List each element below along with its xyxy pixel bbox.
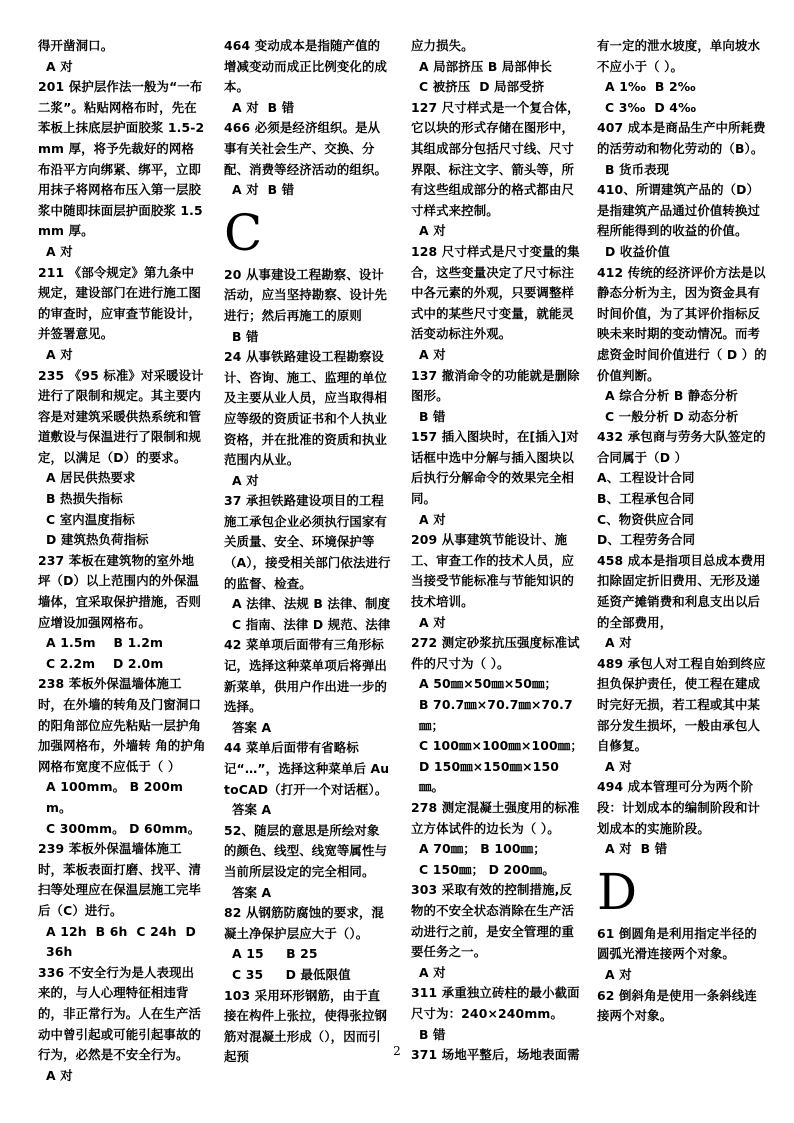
column-2-bottom (224, 265, 392, 1068)
text-line: 464 变动成本是指随产值的增减变动而成正比例变化的成本。 (224, 38, 388, 95)
text-line: A 对 (605, 966, 632, 982)
text-line: A 对 (232, 472, 259, 488)
text-line: 44 菜单后面带有省略标记“…”，选择这种菜单后 AutoCAD（打开一个对话框）。 (224, 740, 390, 797)
text-line: B 热损失指标 (46, 491, 123, 507)
text-line: 得开凿洞口。 (38, 38, 114, 53)
text-line: 答案 A (232, 719, 272, 735)
text-line: A 对 (419, 614, 446, 630)
text-line: A 对 B 错 (605, 841, 668, 857)
text-line: A 1‰ B 2‰ (605, 79, 696, 95)
text-line: B 货币表现 (605, 161, 670, 177)
text-line: A 对 B 错 (232, 99, 295, 115)
text-line: C、物资供应合同 (597, 511, 695, 527)
text-line: C 2.2m D 2.0m (46, 655, 164, 671)
text-line: A 居民供热要求 (46, 470, 136, 486)
text-line: B 错 (232, 328, 259, 344)
text-line: 432 承包商与劳务大队签定的合同属于（D ） (597, 429, 766, 465)
text-line: B 70.7㎜×70.7㎜×70.7㎜； (419, 697, 573, 733)
text-line: 应力损失。 (411, 38, 474, 53)
text-line: A 对 (419, 511, 446, 527)
text-line: 137 撤消命令的功能就是删除图形。 (411, 367, 580, 404)
text-line: 489 承包人对工程自始到终应担负保护责任，使工程在建成时完好无损，若工程或其中某部分发生损坏，一般由承包人自修复。 (597, 655, 766, 754)
text-line: A 对 (46, 58, 73, 74)
text-line: C 150㎜； D 200㎜。 (419, 861, 555, 877)
text-line: 466 必须是经济组织。是从事有关社会生产、交换、分配、消费等经济活动的组织。 (224, 120, 388, 177)
text-line: A 对 (46, 243, 73, 259)
text-line: C 35 D 最低限值 (232, 966, 351, 982)
text-line: 答案 A (232, 802, 272, 818)
text-line: 371 场地平整后，场地表面需 (411, 1047, 580, 1063)
text-line: A 70㎜； B 100㎜； (419, 841, 546, 857)
column-4-bottom (597, 924, 767, 1027)
text-line: C 室内温度指标 (46, 511, 135, 527)
text-line: 82 从钢筋防腐蚀的要求，混凝土净保护层应大于（）。 (224, 905, 384, 941)
text-line: A 对 (419, 346, 446, 362)
page-number: 2 (393, 1044, 401, 1058)
column-4-top (597, 36, 767, 860)
text-line: A 对 (419, 964, 446, 980)
text-line: 303 采取有效的控制措施,反物的不安全状态消除在生产活动进行之前，是安全管理的重要任务之一。 (411, 882, 575, 960)
section-letter-c: C (224, 203, 263, 262)
text-line: 237 苯板在建筑物的室外地坪（D）以上范围内的外保温墙体，宜采取保护措施，否则应增设加强网格布。 (38, 552, 202, 630)
text-line: C 一般分析 D 动态分析 (605, 408, 739, 424)
text-line: 239 苯板外保温墙体施工时，苯板表面打磨、找平、清扫等处理应在保温层施工完毕后（C）进行。 (38, 841, 202, 918)
text-line: A 对 B 错 (232, 182, 295, 198)
text-line: A、工程设计合同 (597, 470, 695, 486)
text-line: 211 《部令规定》第九条中规定，建设部门在进行施工图的审查时，应审查节能设计，并签署意见。 (38, 264, 202, 342)
text-line: 336 不安全行为是人表现出来的，与人心理特征相违背的，非正常行为。人在生产活动中曾引起或可能引起事故的行为，必然是不安全行为。 (38, 964, 202, 1063)
text-line: 201 保护层作法一般为“一布二浆”。粘贴网格布时，先在苯板上抹底层护面胶浆 1.5-2mm 厚，将予先裁好的网格布沿平方向绑紧、绑平，立即用抹子将网格布压入第一层胶浆中随即抹面层护面胶浆 1.5mm 厚。 (38, 79, 205, 239)
text-line: 20 从事建设工程勘察、设计活动，应当坚持勘察、设计先进行；然后再施工的原则 (224, 266, 388, 323)
text-line: C 100㎜×100㎜×100㎜； (419, 738, 583, 754)
text-line: A 对 (46, 346, 73, 362)
text-line: 答案 A (232, 884, 272, 900)
text-line: A 对 (605, 758, 632, 774)
text-line: A 对 (419, 223, 446, 239)
text-line: 458 成本是指项目总成本费用扣除固定折旧费用、无形及递延资产摊销费和利息支出以后的全部费用， (597, 552, 766, 630)
text-line: C 被挤压 D 局部受挤 (419, 79, 545, 95)
text-line: A 1.5m B 1.2m (46, 635, 164, 651)
text-line: 412 传统的经济评价方法是以静态分析为主，因为资金具有时间价值，为了其评价指标反映未来时期的变动情况。而考虑资金时间价值进行（ D ）的价值判断。 (597, 264, 767, 383)
text-line: A 15 B 25 (232, 946, 318, 962)
text-line: 有一定的泄水坡度，单向坡水不应小于（ ）。 (597, 38, 761, 74)
text-line: D 建筑热负荷指标 (46, 532, 149, 548)
text-line: A 对 (605, 635, 632, 651)
text-line: 278 测定混凝土强度用的标准立方体试件的边长为（ ）。 (411, 799, 580, 836)
text-line: A 局部挤压 B 局部伸长 (419, 58, 553, 74)
text-line: 235 《95 标准》对采暖设计进行了限制和规定。其主要内容是对建筑采暖供热系统和管道敷设与保温进行了限制和规定，以满足（D）的要求。 (38, 367, 204, 465)
text-line: 42 菜单项后面带有三角形标记，选择这种菜单项后将弹出新菜单，供用户作出进一步的选择。 (224, 637, 388, 715)
column-4 (597, 36, 767, 1027)
text-line: B 错 (419, 408, 446, 424)
column-2-top (224, 36, 392, 201)
text-line: A 12h B 6h C 24h D 36h (46, 923, 201, 960)
text-line: C 指南、法律 D 规范、法律 (232, 616, 391, 632)
text-line: A 综合分析 B 静态分析 (605, 388, 739, 404)
text-line: 410、所谓建筑产品的（D）是指建筑产品通过价值转换过程所能得到的收益的价值。 (597, 182, 761, 239)
text-line: C 300mm。 D 60mm。 (46, 820, 201, 836)
text-line: D 150㎜×150㎜×150㎜。 (419, 758, 559, 795)
text-line: 494 成本管理可分为两个阶段：计划成本的编制阶段和计划成本的实施阶段。 (597, 779, 761, 836)
text-line: D 收益价值 (605, 243, 671, 259)
column-1 (38, 36, 206, 1086)
text-line: B 错 (419, 1026, 446, 1042)
text-line: 311 承重独立砖柱的最小截面尺寸为：240×240mm。 (411, 985, 580, 1021)
text-line: A 100mm。 B 200mm。 (46, 779, 184, 815)
text-line: A 对 (46, 1067, 73, 1083)
text-line: D、工程劳务合同 (597, 532, 696, 548)
text-line: 103 采用环形钢筋，由于直接在构件上张拉，使得张拉钢筋对混凝土形成（），因而引起预 (224, 987, 388, 1065)
text-line: 37 承担铁路建设项目的工程施工承包企业必须执行国家有关质量、安全、环境保护等（A），接受相关部门依法进行的监督、检查。 (224, 493, 391, 591)
text-line: 407 成本是商品生产中所耗费的活劳动和物化劳动的（B）。 (597, 120, 766, 156)
text-line: A 法律、法规 B 法律、制度 (232, 596, 391, 612)
text-line: C 3‰ D 4‰ (605, 99, 697, 115)
text-line: 209 从事建筑节能设计、施工、审查工作的技术人员，应当接受节能标准与节能知识的技术培训。 (411, 532, 575, 610)
text-line: 157 插入图块时，在[插入]对话框中选中分解与插入图块以后执行分解命令的效果完全相同。 (411, 429, 579, 507)
text-line: 127 尺寸样式是一个复合体，它以块的形式存储在图形中，其组成部分包括尺寸线、尺寸界限、标注文字、箭头等，所有这些组成部分的格式都由尺寸样式来控制。 (411, 99, 580, 218)
column-2 (224, 36, 392, 1068)
text-line: B、工程承包合同 (597, 491, 695, 507)
text-line: 62 倒斜角是使用一条斜线连接两个对象。 (597, 987, 757, 1024)
text-line: 128 尺寸样式是尺寸变量的集合，这些变量决定了尺寸标注中各元素的外观，只要调整样式中的某些尺寸变量，就能灵活变动标注外观。 (411, 243, 580, 342)
text-line: 272 测定砂浆抗压强度标准试件的尺寸为（ ）。 (411, 635, 580, 671)
text-line: 238 苯板外保温墙体施工时，在外墙的转角及门窗洞口的阳角部位应先粘贴一层护角加强网格布，外墙转 角的护角网格布宽度不应低于（ ） (38, 676, 206, 774)
section-letter-d: D (597, 862, 638, 921)
column-3 (411, 36, 583, 1066)
text-line: 24 从事铁路建设工程勘察设计、咨询、施工、监理的单位及主要从业人员，应当取得相应等级的资质证书和个人执业资格，并在批准的资质和执业范围内从业。 (224, 349, 388, 468)
text-line: 52、随层的意思是所绘对象的颜色、线型、线宽等属性与当前所层设定的完全相同。 (224, 822, 388, 879)
text-line: 61 倒圆角是利用指定半径的圆弧光滑连接两个对象。 (597, 925, 757, 962)
text-line: A 50㎜×50㎜×50㎜； (419, 676, 558, 692)
